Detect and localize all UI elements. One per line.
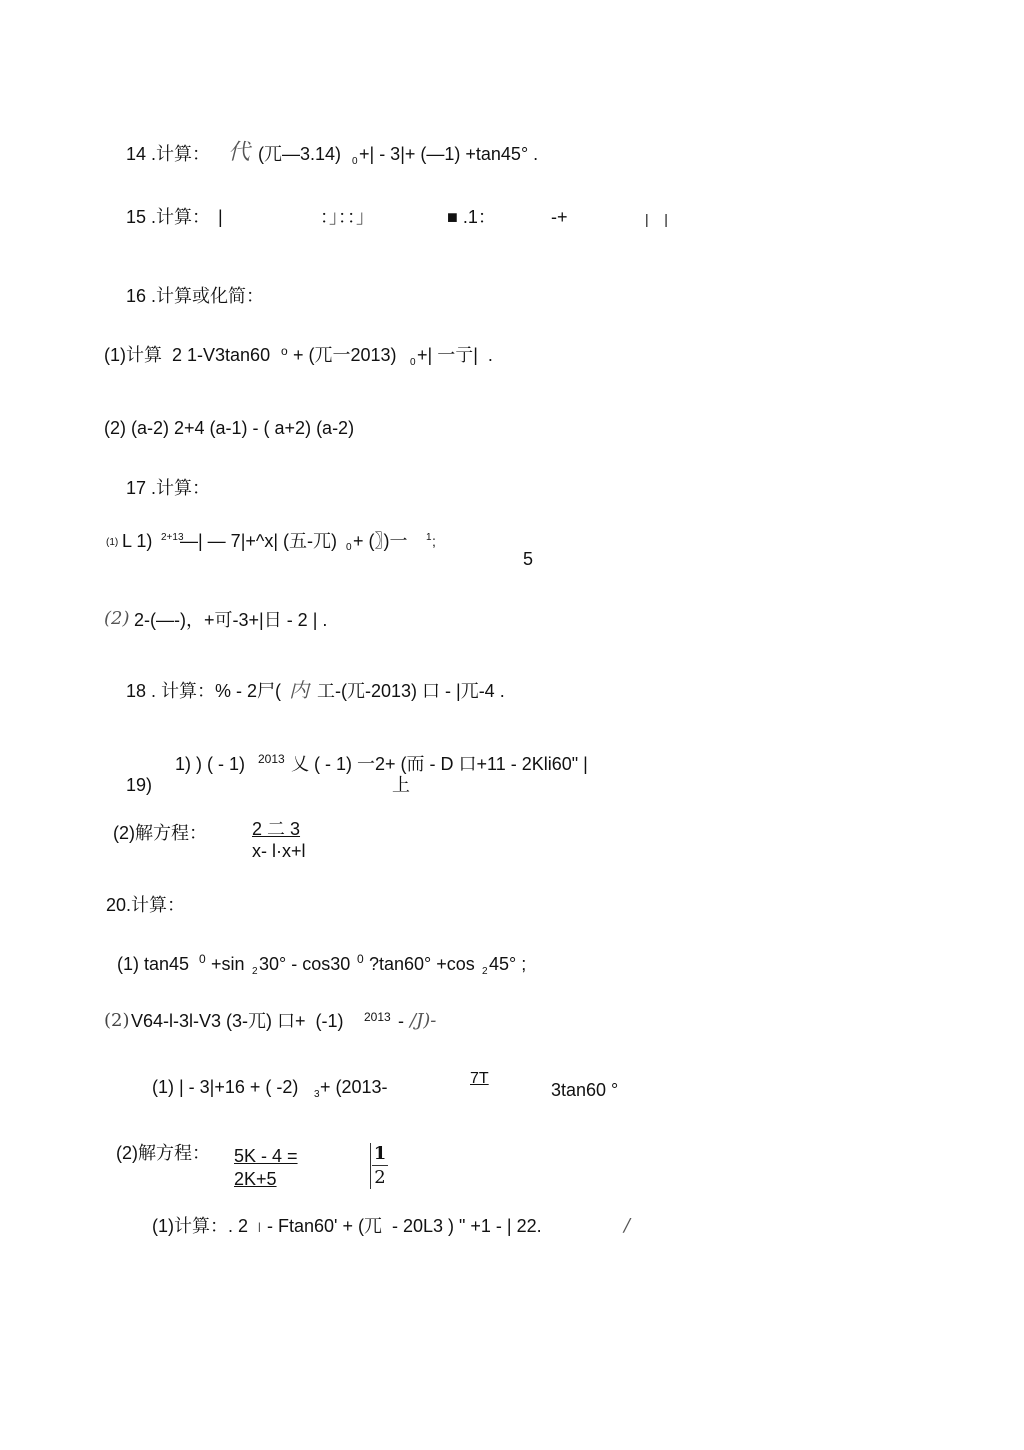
section-q-1-frac: 7T [470, 1070, 489, 1087]
section-q-1: (1) | - 3|+16 + ( -2) [152, 1077, 299, 1097]
problem-17-1-d: ; [432, 533, 436, 549]
problem-20-2: V64-l-3l-V3 (3-兀) 口+ (-1) [126, 1011, 344, 1031]
problem-16-1: (1)计算 2 1-V3tan60 [104, 345, 271, 365]
box-fraction-bottom: 2 [374, 1167, 386, 1188]
problem-14-glyph: 代 [228, 140, 251, 165]
problem-14-sub: 0 [352, 156, 358, 167]
problem-20-1-e: 45° ; [489, 954, 527, 974]
problem-20-1: (1) tan45 [117, 954, 190, 974]
problem-16-1-end: +| 一亍| . [417, 345, 493, 365]
problem-15-bar: | [218, 207, 223, 227]
section-r-1-rest: - Ftan60' + (兀 - 20L3 ) " +1 - | 22. [262, 1216, 542, 1236]
problem-17-2-label: (2) [104, 608, 130, 629]
problem-14-expr: (兀—3.14) [258, 144, 342, 164]
problem-19-2-denominator: x- l·x+l [252, 841, 306, 861]
section-q-1-end: 3tan60 ° [551, 1080, 619, 1100]
problem-15-label: 15 .计算： [126, 207, 211, 227]
problem-20-1-sub: 2 [252, 966, 258, 977]
box-fraction-top: 1 [373, 1143, 387, 1164]
problem-19-shang: 上 [392, 775, 410, 795]
problem-20-1-c: 30° - cos30 [259, 954, 351, 974]
problem-15-block: ■ .1： [447, 207, 496, 227]
problem-19-1: 1) ) ( - 1) [175, 754, 245, 774]
problem-17-1-c: + (〗)一 [353, 531, 408, 551]
problem-18-label: 18 . 计算：% - 2尸( [126, 681, 282, 701]
problem-17-1-sub: 0 [346, 542, 352, 553]
section-q-1-sub: 3 [314, 1089, 320, 1100]
problem-14-label: 14 .计算： [126, 144, 211, 164]
problem-17-1-sup2: 1 [426, 532, 432, 543]
problem-20-2-label: (2) [104, 1010, 130, 1031]
section-r-1-slash: / [624, 1215, 631, 1236]
problem-20-1-b: +sin [206, 954, 245, 974]
box-fraction-left-bar [370, 1143, 371, 1189]
problem-14-rest: +| - 3|+ (—1) +tan45° . [359, 144, 539, 164]
problem-16-1-sub: 0 [410, 357, 416, 368]
problem-20-1-sup: 0 [199, 952, 206, 966]
section-q-2-numerator: 5K - 4 = [234, 1146, 298, 1166]
problem-19-1-sup: 2013 [258, 752, 285, 766]
section-r-1-small: | [258, 1222, 261, 1233]
problem-18-rest: 工-(兀-2013) 口 - |兀-4 . [312, 681, 505, 701]
problem-16-2: (2) (a-2) 2+4 (a-1) - ( a+2) (a-2) [104, 418, 355, 438]
problem-17-1-five: 5 [523, 549, 534, 569]
problem-20-1-sup2: 0 [357, 952, 364, 966]
problem-17-1-label: (1) [106, 537, 119, 548]
section-r-1: (1)计算：. 2 [152, 1216, 249, 1236]
problem-16-heading: 16 .计算或化简： [126, 286, 265, 306]
problem-16-1-sup: o [281, 344, 288, 358]
problem-20-2-sup: 2013 [364, 1010, 391, 1024]
problem-15-mid: ：」：：」 [320, 207, 374, 227]
problem-19-1-rest: 乂 ( - 1) 一2+ (而 - D 口+11 - 2Kli60" | [286, 754, 588, 774]
problem-20-heading: 20.计算： [106, 895, 186, 915]
problem-17-1-b: —| — 7|+^x| (五-兀) [180, 531, 337, 551]
problem-19-2: (2)解方程： [113, 823, 207, 843]
problem-18-ital: 内 [289, 678, 309, 702]
problem-17-heading: 17 .计算： [126, 478, 211, 498]
problem-20-2-rest: - [393, 1011, 409, 1031]
problem-20-1-d: ?tan60° +cos [364, 954, 475, 974]
problem-17-1-a: L 1) [122, 531, 153, 551]
problem-17-1-sup: 2+13 [161, 532, 184, 543]
section-q-1-rest: + (2013- [320, 1077, 388, 1097]
section-q-2-denominator: 2K+5 [234, 1169, 277, 1189]
box-fraction-line [372, 1165, 388, 1166]
problem-19-2-numerator: 2 二 3 [252, 819, 301, 839]
problem-15-plus: -+ [551, 207, 568, 227]
section-q-2: (2)解方程： [116, 1143, 210, 1163]
problem-15-end: | | [645, 211, 668, 227]
problem-20-1-sub2: 2 [482, 966, 488, 977]
problem-20-2-ital: /J)- [410, 1010, 437, 1031]
problem-16-1-rest: + (兀一2013) [288, 345, 397, 365]
problem-19-label: 19) [126, 775, 153, 795]
problem-17-2: 2-(—-)，+可-3+|日 - 2 | . [134, 610, 328, 630]
